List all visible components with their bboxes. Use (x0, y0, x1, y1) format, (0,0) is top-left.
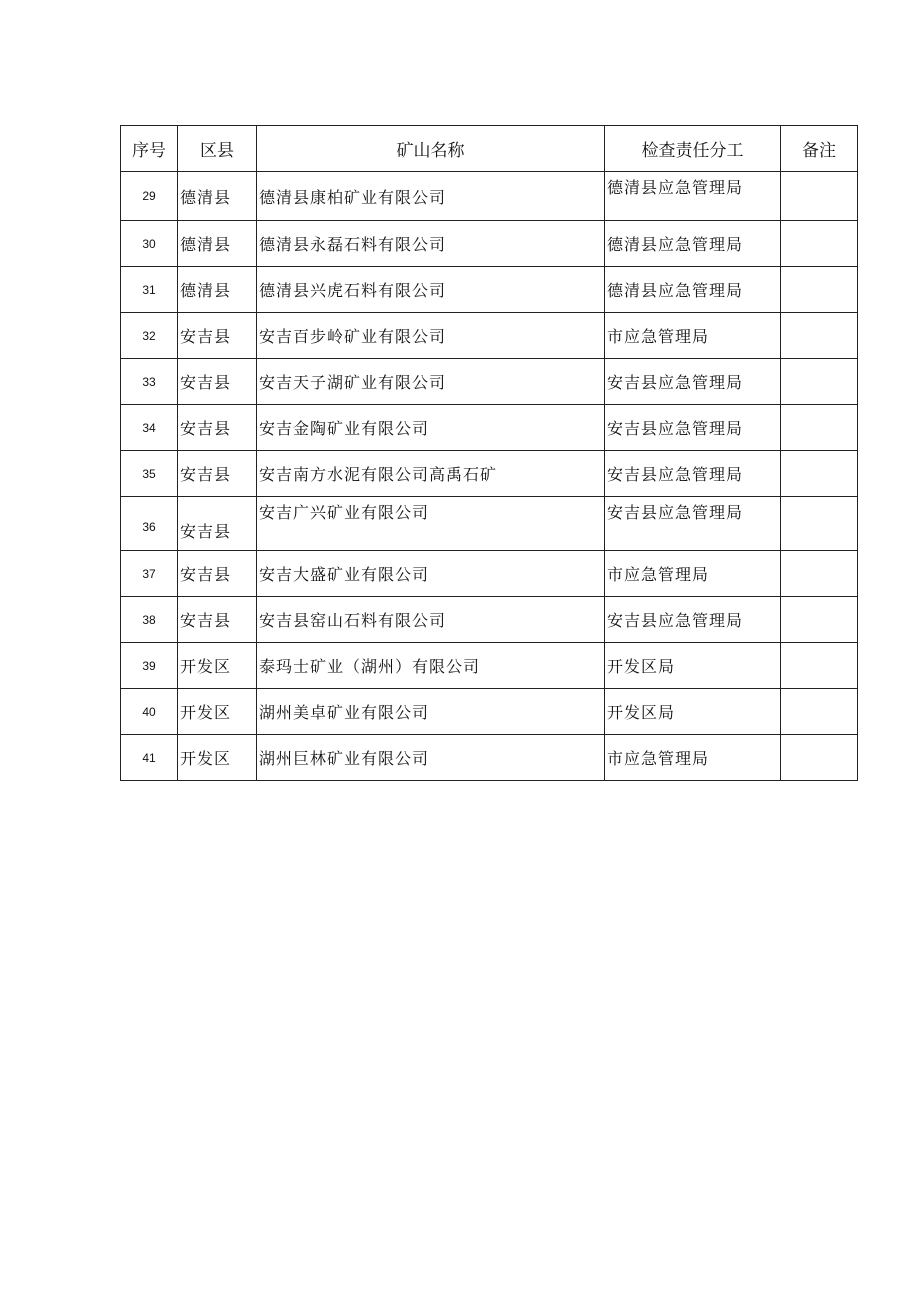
cell-responsibility: 德清县应急管理局 (605, 172, 781, 221)
cell-no: 37 (121, 551, 178, 597)
table-header-row (121, 126, 858, 172)
table-row (121, 451, 858, 497)
cell-district: 德清县 (178, 172, 257, 221)
table-row (121, 643, 858, 689)
cell-remarks (781, 597, 858, 643)
cell-district: 德清县 (178, 267, 257, 313)
table-row (121, 735, 858, 781)
cell-mine-name: 安吉百步岭矿业有限公司 (257, 313, 605, 359)
cell-mine-name: 泰玛士矿业（湖州）有限公司 (257, 643, 605, 689)
cell-remarks (781, 689, 858, 735)
cell-mine-name: 安吉广兴矿业有限公司 (257, 497, 605, 551)
cell-responsibility: 德清县应急管理局 (605, 267, 781, 313)
cell-remarks (781, 405, 858, 451)
cell-remarks (781, 497, 858, 551)
cell-no: 32 (121, 313, 178, 359)
cell-no: 30 (121, 221, 178, 267)
cell-no: 33 (121, 359, 178, 405)
cell-responsibility: 德清县应急管理局 (605, 221, 781, 267)
cell-district: 安吉县 (178, 451, 257, 497)
header-responsibility: 检查责任分工 (605, 126, 781, 172)
header-remarks: 备注 (781, 126, 858, 172)
table-row (121, 172, 858, 221)
cell-no: 31 (121, 267, 178, 313)
cell-responsibility: 安吉县应急管理局 (605, 405, 781, 451)
cell-remarks (781, 172, 858, 221)
header-district: 区县 (178, 126, 257, 172)
cell-responsibility: 开发区局 (605, 689, 781, 735)
table-row (121, 313, 858, 359)
cell-responsibility: 市应急管理局 (605, 313, 781, 359)
cell-remarks (781, 267, 858, 313)
cell-mine-name: 安吉南方水泥有限公司高禹石矿 (257, 451, 605, 497)
cell-mine-name: 湖州巨林矿业有限公司 (257, 735, 605, 781)
cell-no: 36 (121, 497, 178, 551)
cell-district: 安吉县 (178, 313, 257, 359)
mine-inspection-table (120, 125, 858, 781)
cell-district: 开发区 (178, 735, 257, 781)
cell-responsibility: 安吉县应急管理局 (605, 451, 781, 497)
table-row (121, 221, 858, 267)
cell-responsibility: 安吉县应急管理局 (605, 359, 781, 405)
cell-district: 安吉县 (178, 359, 257, 405)
cell-mine-name: 湖州美卓矿业有限公司 (257, 689, 605, 735)
cell-responsibility: 安吉县应急管理局 (605, 597, 781, 643)
cell-mine-name: 安吉天子湖矿业有限公司 (257, 359, 605, 405)
header-no: 序号 (121, 126, 178, 172)
table-row (121, 405, 858, 451)
cell-responsibility: 开发区局 (605, 643, 781, 689)
cell-no: 38 (121, 597, 178, 643)
header-mine-name: 矿山名称 (257, 126, 605, 172)
table-row (121, 597, 858, 643)
cell-no: 41 (121, 735, 178, 781)
cell-district: 安吉县 (178, 405, 257, 451)
cell-district: 安吉县 (178, 551, 257, 597)
cell-no: 34 (121, 405, 178, 451)
cell-remarks (781, 643, 858, 689)
table-row (121, 267, 858, 313)
cell-district: 德清县 (178, 221, 257, 267)
cell-remarks (781, 359, 858, 405)
cell-mine-name: 德清县永磊石料有限公司 (257, 221, 605, 267)
cell-remarks (781, 313, 858, 359)
table-row (121, 551, 858, 597)
cell-responsibility: 市应急管理局 (605, 551, 781, 597)
table-row (121, 689, 858, 735)
table-row (121, 359, 858, 405)
cell-district: 开发区 (178, 689, 257, 735)
table-row (121, 497, 858, 551)
cell-mine-name: 安吉大盛矿业有限公司 (257, 551, 605, 597)
cell-mine-name: 德清县康柏矿业有限公司 (257, 172, 605, 221)
cell-remarks (781, 451, 858, 497)
cell-no: 35 (121, 451, 178, 497)
cell-no: 40 (121, 689, 178, 735)
cell-mine-name: 安吉金陶矿业有限公司 (257, 405, 605, 451)
cell-responsibility: 安吉县应急管理局 (605, 497, 781, 551)
cell-district: 开发区 (178, 643, 257, 689)
cell-remarks (781, 551, 858, 597)
cell-mine-name: 安吉县窑山石料有限公司 (257, 597, 605, 643)
cell-district: 安吉县 (178, 597, 257, 643)
cell-remarks (781, 221, 858, 267)
cell-mine-name: 德清县兴虎石料有限公司 (257, 267, 605, 313)
cell-no: 29 (121, 172, 178, 221)
cell-remarks (781, 735, 858, 781)
cell-no: 39 (121, 643, 178, 689)
cell-district: 安吉县 (178, 497, 257, 551)
cell-responsibility: 市应急管理局 (605, 735, 781, 781)
